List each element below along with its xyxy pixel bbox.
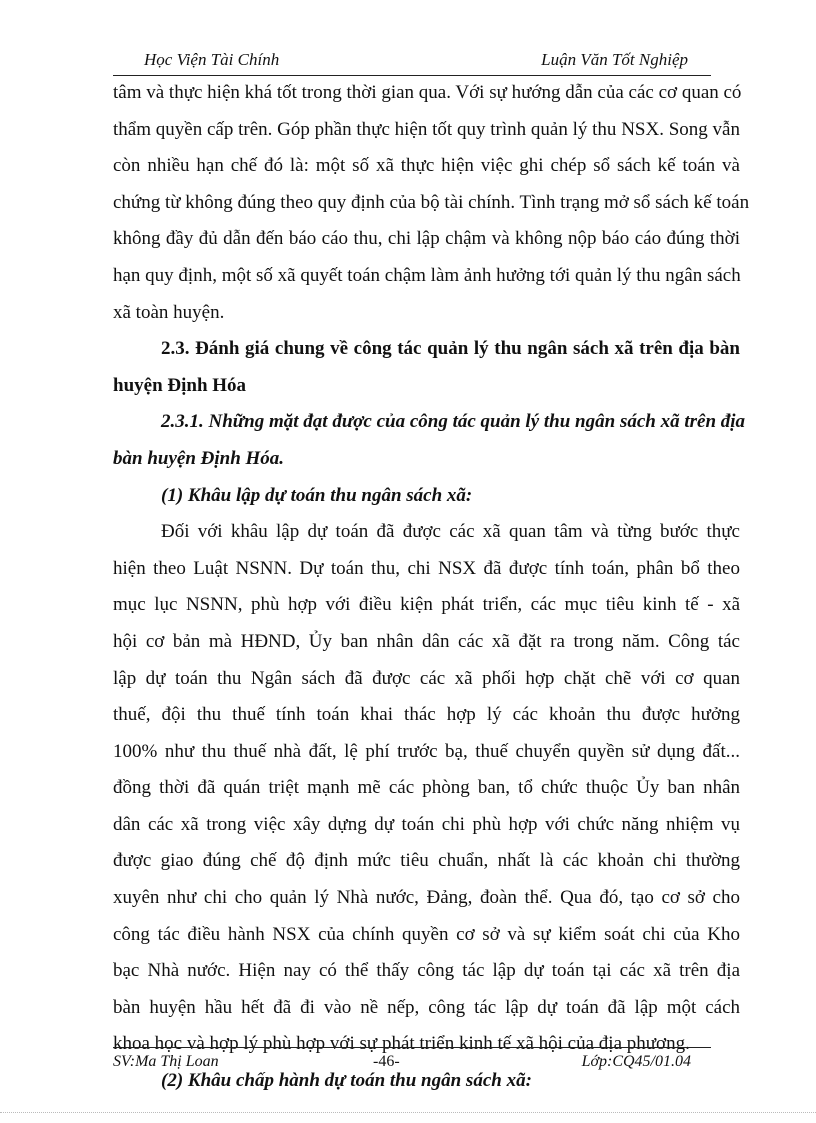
page-body [113, 75, 750, 1100]
body-line: thẩm quyền cấp trên. Góp phần thực hiện tốt quy trình quản lý thu NSX. Song vẫn [113, 118, 740, 140]
body-line: hội cơ bản mà HĐND, Ủy ban nhân dân các xã đặt ra trong năm. Công tác [113, 630, 740, 652]
body-line: bàn huyện hầu hết đã đi vào nề nếp, công tác lập dự toán đã lập một cách [113, 996, 740, 1018]
body-line: Đối với khâu lập dự toán đã được các xã quan tâm và từng bước thực [161, 521, 740, 543]
body-line: đồng thời đã quán triệt mạnh mẽ các phòng ban, tổ chức thuộc Ủy ban nhân [113, 777, 740, 799]
page-footer [113, 1053, 691, 1077]
body-line: không đầy đủ dẫn đến báo cáo thu, chi lập chậm và không nộp báo cáo đúng thời [113, 228, 740, 250]
body-line: xã toàn huyện. [113, 301, 225, 323]
body-line: công tác điều hành NSX của chính quyền cơ sở và sự kiểm soát chi của Kho [113, 923, 740, 945]
body-line: chứng từ không đúng theo quy định của bộ tài chính. Tình trạng mở sổ sách kế toán [113, 191, 750, 213]
footer-student: SV:Ma Thị Loan [113, 1053, 219, 1070]
body-line: bạc Nhà nước. Hiện nay có thể thấy công tác lập dự toán tại các xã trên địa [113, 960, 740, 982]
body-line: 100% như thu thuế nhà đất, lệ phí trước bạ, thuế chuyển quyền sử dụng đất... [113, 740, 740, 762]
section-heading: 2.3. Đánh giá chung về công tác quản lý thu ngân sách xã trên địa bàn [161, 338, 740, 360]
body-line: còn nhiều hạn chế đó là: một số xã thực hiện việc ghi chép sổ sách kế toán và [113, 155, 740, 177]
scan-edge [0, 1112, 816, 1113]
subsection-heading: 2.3.1. Những mặt đạt được của công tác quản lý thu ngân sách xã trên địa [161, 411, 746, 433]
body-line: hạn quy định, một số xã quyết toán chậm làm ảnh hưởng tới quản lý thu ngân sách [113, 264, 741, 286]
body-line: khoa học và hợp lý phù hợp với sự phát triển kinh tế xã hội của địa phương. [113, 1033, 690, 1055]
footer-class: Lớp:CQ45/01.04 [581, 1053, 691, 1070]
item-heading-1: (1) Khâu lập dự toán thu ngân sách xã: [161, 484, 473, 506]
body-line: thuế, đội thu thuế tính toán khai thác hợp lý các khoản thu được hưởng [113, 704, 740, 726]
body-line: tâm và thực hiện khá tốt trong thời gian qua. Với sự hướng dẫn của các cơ quan có [113, 82, 742, 103]
section-heading: huyện Định Hóa [113, 374, 247, 396]
header-doc-type: Luận Văn Tốt Nghiệp [541, 50, 688, 69]
page-number: -46- [373, 1053, 400, 1070]
page-header [144, 50, 688, 76]
body-line: dân các xã trong việc xây dựng dự toán chi phù hợp với chức năng nhiệm vụ [113, 813, 740, 835]
body-line: xuyên như chi cho quản lý Nhà nước, Đảng, đoàn thể. Qua đó, tạo cơ sở cho [113, 887, 740, 909]
body-line: mục lục NSNN, phù hợp với điều kiện phát triển, các mục tiêu kinh tế - xã [113, 594, 740, 616]
header-institution: Học Viện Tài Chính [144, 50, 280, 69]
subsection-heading: bàn huyện Định Hóa. [113, 447, 285, 469]
footer-rule [113, 1047, 711, 1048]
body-line: hiện theo Luật NSNN. Dự toán thu, chi NSX đã được tính toán, phân bổ theo [113, 557, 740, 579]
body-line: được giao đúng chế độ định mức tiêu chuẩn, nhất là các khoản chi thường [113, 850, 740, 872]
body-line: lập dự toán thu Ngân sách đã được các xã phối hợp chặt chẽ với cơ quan [113, 667, 740, 689]
item-heading-2: (2) Khâu chấp hành dự toán thu ngân sách xã: [161, 1070, 532, 1092]
